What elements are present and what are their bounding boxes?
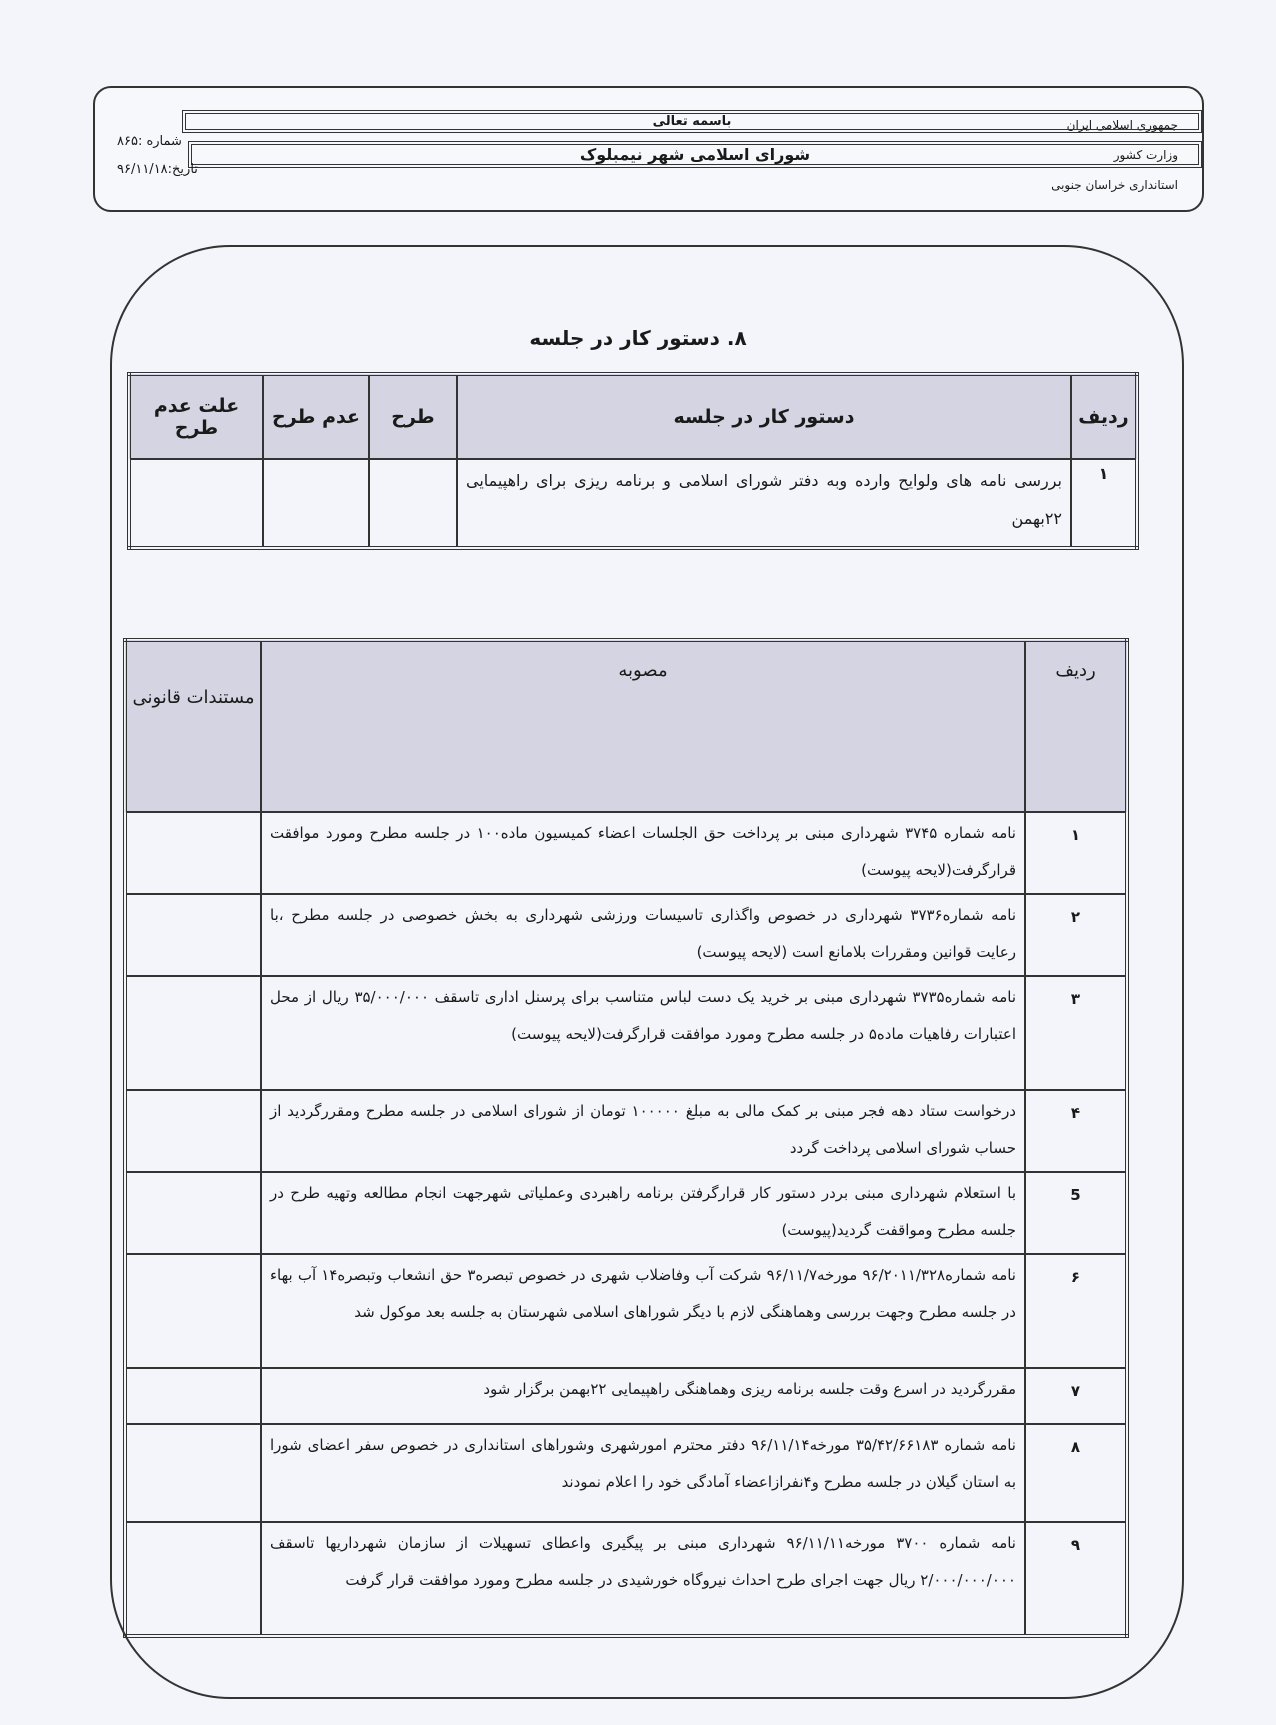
legal-docs-cell — [125, 1368, 261, 1424]
letter-number: شماره :۸۶۵ — [117, 134, 182, 149]
legal-docs-cell — [125, 1254, 261, 1368]
basmala: باسمه تعالی — [182, 110, 1202, 133]
resolution-text: با استعلام شهرداری مبنی بردر دستور کار قرارگرفتن برنامه راهبردی وعملیاتی شهرجهت انجام مطالعه وتهیه طرح در جلسه مطرح ومواقفت گردید(پیوست) — [261, 1172, 1025, 1254]
ellat-cell — [129, 459, 263, 548]
agenda-table — [127, 372, 1139, 550]
legal-docs-cell — [125, 1172, 261, 1254]
issuer-line: وزارت کشور — [1113, 148, 1178, 162]
col-header-adam-tarh: عدم طرح — [263, 374, 369, 459]
row-number: ۶ — [1025, 1254, 1127, 1368]
agenda-text: بررسی نامه های ولوایح وارده وبه دفتر شورای اسلامی و برنامه ریزی برای راهپیمایی ۲۲بهمن — [457, 459, 1071, 548]
legal-docs-cell — [125, 894, 261, 976]
legal-docs-cell — [125, 1090, 261, 1172]
row-number: ۷ — [1025, 1368, 1127, 1424]
legal-docs-cell — [125, 1522, 261, 1636]
row-number: 5 — [1025, 1172, 1127, 1254]
table-row — [125, 1424, 1127, 1522]
row-number: ۹ — [1025, 1522, 1127, 1636]
resolution-text: نامه شماره ۳۷۴۵ شهرداری مبنی بر پرداخت حق الجلسات اعضاء کمیسیون ماده۱۰۰ در جلسه مطرح ومورد موافقت قرارگرفت(لایحه پیوست) — [261, 812, 1025, 894]
table-row — [125, 894, 1127, 976]
resolution-text: نامه شماره۹۶/۲۰۱۱/۳۲۸ مورخه۹۶/۱۱/۷ شرکت آب وفاضلاب شهری در خصوص تبصره۳ حق انشعاب وتبصره۱۴ آب بهاء در جلسه مطرح وجهت بررسی وهماهنگی لازم با دیگر شوراهای اسلامی شهرستان به جلسه بعد موکول شد — [261, 1254, 1025, 1368]
legal-docs-cell — [125, 976, 261, 1090]
issuer-line: استانداری خراسان جنوبی — [1051, 178, 1178, 192]
col-header-resolution: مصوبه — [261, 640, 1025, 812]
resolution-text: نامه شماره۳۷۳۶ شهرداری در خصوص واگذاری تاسیسات ورزشی شهرداری به بخش خصوصی در جلسه مطرح ،با رعایت قوانین ومقررات بلامانع است (لایحه پیوست) — [261, 894, 1025, 976]
agenda-section-title: ۸. دستور کار در جلسه — [529, 326, 747, 350]
legal-docs-cell — [125, 812, 261, 894]
row-number: ۸ — [1025, 1424, 1127, 1522]
row-number: ۲ — [1025, 894, 1127, 976]
row-number: ۴ — [1025, 1090, 1127, 1172]
col-header-agenda: دستور کار در جلسه — [457, 374, 1071, 459]
row-number: ۱ — [1071, 459, 1137, 548]
tarh-cell — [369, 459, 457, 548]
table-row — [125, 1368, 1127, 1424]
col-header-legal-docs: مستندات قانونی — [125, 640, 261, 812]
resolutions-header-row — [125, 640, 1127, 812]
council-name: شورای اسلامی شهر نیمبلوک — [188, 141, 1202, 168]
table-row — [125, 1522, 1127, 1636]
col-header-row-no: ردیف — [1025, 640, 1127, 812]
resolution-text: درخواست ستاد دهه فجر مبنی بر کمک مالی به مبلغ ۱۰۰۰۰۰ تومان از شورای اسلامی در جلسه مطرح ومقررگردید از حساب شورای اسلامی پرداخت گردد — [261, 1090, 1025, 1172]
table-row — [125, 812, 1127, 894]
col-header-ellat: علت عدم طرح — [129, 374, 263, 459]
row-number: ۳ — [1025, 976, 1127, 1090]
letter-date: تاریخ:۹۶/۱۱/۱۸ — [117, 162, 198, 177]
table-row — [125, 1172, 1127, 1254]
table-row — [125, 1254, 1127, 1368]
table-row — [129, 459, 1137, 548]
letterhead — [93, 86, 1204, 212]
resolution-text: نامه شماره ۳۷۰۰ مورخه۹۶/۱۱/۱۱ شهرداری مبنی بر پیگیری واعطای تسهیلات از سازمان شهرداریها تاسقف ۲/۰۰۰/۰۰۰/۰۰۰ ریال جهت اجرای طرح احداث نیروگاه خورشیدی در جلسه مطرح ومورد موافقت قرار گرفت — [261, 1522, 1025, 1636]
resolution-text: نامه شماره۳۷۳۵ شهرداری مبنی بر خرید یک دست لباس متناسب برای پرسنل اداری تاسقف ۳۵/۰۰۰/۰۰۰ ریال از محل اعتبارات رفاهیات ماده۵ در جلسه مطرح ومورد موافقت قرارگرفت(لایحه پیوست) — [261, 976, 1025, 1090]
col-header-tarh: طرح — [369, 374, 457, 459]
issuer-line: جمهوری اسلامی ایران — [1066, 118, 1178, 132]
resolutions-table — [123, 638, 1129, 1638]
table-row — [125, 976, 1127, 1090]
legal-docs-cell — [125, 1424, 261, 1522]
agenda-header-row — [129, 374, 1137, 459]
col-header-row-no: ردیف — [1071, 374, 1137, 459]
letterhead-title — [95, 110, 1202, 168]
table-row — [125, 1090, 1127, 1172]
adam-tarh-cell — [263, 459, 369, 548]
resolution-text: نامه شماره ۳۵/۴۲/۶۶۱۸۳ مورخه۹۶/۱۱/۱۴ دفتر محترم امورشهری وشوراهای استانداری در خصوص سفر اعضای شورا به استان گیلان در جلسه مطرح و۴نفرازاعضاء آمادگی خود را اعلام نمودند — [261, 1424, 1025, 1522]
row-number: ۱ — [1025, 812, 1127, 894]
resolution-text: مقررگردید در اسرع وقت جلسه برنامه ریزی وهماهنگی راهپیمایی ۲۲بهمن برگزار شود — [261, 1368, 1025, 1424]
letterhead-meta — [117, 128, 198, 184]
